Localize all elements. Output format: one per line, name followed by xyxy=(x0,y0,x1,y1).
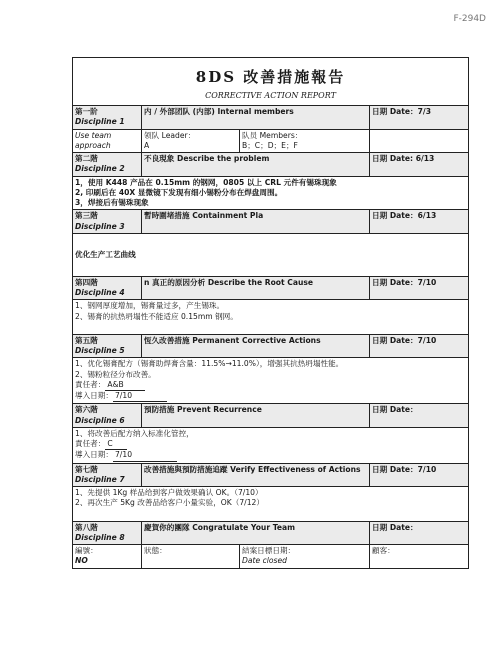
d2-content-row xyxy=(73,176,469,210)
d7-line-1: 1、先提供 1Kg 样品给到客户做效果确认 OK。（7/10） xyxy=(75,488,263,498)
d6-intro-value: 7/10 xyxy=(113,450,177,461)
d3-discipline-zh: 第三階 xyxy=(75,211,98,221)
d1-date: 日期 Date：7/3 xyxy=(370,106,469,130)
d7-date: 日期 Date：7/10 xyxy=(370,463,469,487)
d5-owner-value: A&B xyxy=(105,380,145,391)
d1-leader-value: A xyxy=(144,140,150,150)
d7-heading: 改善措施與預防措施追蹤 Verify Effectiveness of Actions xyxy=(142,463,370,487)
d2-content xyxy=(73,176,469,210)
d6-intro-label: 導入日期： xyxy=(75,450,113,460)
report-title-row xyxy=(73,58,469,106)
d6-date: 日期 Date： xyxy=(370,404,469,428)
d7-blank-line xyxy=(75,509,466,520)
d3-content: 优化生产工艺曲线 xyxy=(73,233,469,276)
d6-line-1: 1、将改善后配方纳入标准化管控， xyxy=(75,428,194,438)
title-chinese: 8DS 改善措施報告 xyxy=(195,68,346,86)
d5-discipline-cell xyxy=(73,334,142,358)
d8-discipline-en: Discipline 8 xyxy=(75,532,125,542)
d2-header-row xyxy=(73,153,469,177)
d7-discipline-cell xyxy=(73,463,142,487)
corrective-action-report-form xyxy=(72,57,469,569)
d7-discipline-en: Discipline 7 xyxy=(75,474,125,484)
d7-discipline-zh: 第七階 xyxy=(75,464,98,474)
d8-no-en: NO xyxy=(75,556,88,566)
d8-discipline-cell xyxy=(73,521,142,545)
d3-date: 日期 Date：6/13 xyxy=(370,210,469,234)
d5-header-row xyxy=(73,334,469,358)
d2-discipline-cell xyxy=(73,153,142,177)
d8-date: 日期 Date： xyxy=(370,521,469,545)
d2-line-1: 1，使用 K448 产品在 0.15mm 的钢网，0805 以上 CRL 元件有锡珠现象 xyxy=(75,177,337,187)
d4-discipline-zh: 第四階 xyxy=(75,277,98,287)
d8-heading: 慶賀你的團隊 Congratulate Your Team xyxy=(142,521,370,545)
d1-members-label: 队员 Members： xyxy=(242,130,303,140)
d1-team-heading: 内 / 外部团队 (内部) Internal members xyxy=(142,106,370,130)
d6-heading: 預防措施 Prevent Recurrence xyxy=(142,404,370,428)
d5-heading: 恆久改善措施 Permanent Corrective Actions xyxy=(142,334,370,358)
d7-content-row xyxy=(73,487,469,522)
d8-closed-en: Date closed xyxy=(242,556,287,566)
d2-heading: 不良現象 Describe the problem xyxy=(142,153,370,177)
d1-discipline-en: Discipline 1 xyxy=(75,117,125,127)
d4-date: 日期 Date：7/10 xyxy=(370,276,469,300)
d8-no-label: 編號： xyxy=(75,546,98,556)
d5-owner-label: 責任者： xyxy=(75,379,106,389)
d3-header-row xyxy=(73,210,469,234)
d4-content-row xyxy=(73,300,469,335)
d3-content-row xyxy=(73,233,469,276)
d1-team-row xyxy=(73,129,469,153)
d1-empty-cell xyxy=(370,129,469,153)
d1-header-row xyxy=(73,106,469,130)
d5-discipline-zh: 第五階 xyxy=(75,335,98,345)
d6-discipline-zh: 第六階 xyxy=(75,405,98,415)
d6-content xyxy=(73,427,469,463)
d8-closed-label: 結案日標日期： xyxy=(242,546,296,556)
d6-intro-date xyxy=(75,450,466,461)
d1-discipline-cell xyxy=(73,106,142,130)
d4-discipline-en: Discipline 4 xyxy=(75,288,125,298)
d8-closing-row xyxy=(73,545,469,569)
d6-discipline-cell xyxy=(73,404,142,428)
d1-leader-cell xyxy=(142,129,240,153)
d5-owner xyxy=(75,380,466,391)
d1-discipline-zh: 第一阶 xyxy=(75,107,98,117)
d8-customer-label: 顧客： xyxy=(372,546,395,556)
d4-content xyxy=(73,300,469,335)
d1-members-cell xyxy=(240,129,370,153)
d6-discipline-en: Discipline 6 xyxy=(75,415,125,425)
d6-owner-label: 責任者： xyxy=(75,439,106,449)
d5-content-row xyxy=(73,358,469,404)
report-title xyxy=(73,58,469,106)
d2-date: 日期 Date: 6/13 xyxy=(370,153,469,177)
d2-discipline-zh: 第二階 xyxy=(75,154,98,164)
d4-discipline-cell xyxy=(73,276,142,300)
d3-discipline-en: Discipline 3 xyxy=(75,221,125,231)
d8-customer-cell xyxy=(370,545,469,569)
d6-header-row xyxy=(73,404,469,428)
document-code: F-294D xyxy=(453,14,486,24)
d5-intro-value: 7/10 xyxy=(113,391,167,402)
d4-blank-line xyxy=(75,322,466,333)
d8-status-cell xyxy=(142,545,240,569)
d2-discipline-en: Discipline 2 xyxy=(75,164,125,174)
d5-date: 日期 Date：7/10 xyxy=(370,334,469,358)
d8-status-label: 狀態： xyxy=(144,546,167,556)
d7-content xyxy=(73,487,469,522)
d6-owner xyxy=(75,439,466,450)
d5-content xyxy=(73,358,469,404)
d6-content-row xyxy=(73,427,469,463)
d3-discipline-cell xyxy=(73,210,142,234)
d5-intro-date xyxy=(75,391,466,402)
d4-heading: n 真正的原因分析 Describe the Root Cause xyxy=(142,276,370,300)
d8-no-cell xyxy=(73,545,142,569)
d6-owner-value: C xyxy=(105,439,127,450)
title-english: CORRECTIVE ACTION REPORT xyxy=(205,91,336,101)
d7-header-row xyxy=(73,463,469,487)
d5-intro-label: 導入日期： xyxy=(75,391,113,401)
d1-approach-label: Use team approach xyxy=(73,129,142,153)
d4-header-row xyxy=(73,276,469,300)
d5-line-2: 2、锡粉粒径分布改善。 xyxy=(75,369,156,379)
d1-members-value: B；C；D；E；F xyxy=(242,140,298,150)
d8-header-row xyxy=(73,521,469,545)
d8-discipline-zh: 第八階 xyxy=(75,522,98,532)
d5-discipline-en: Discipline 5 xyxy=(75,346,125,356)
d4-line-2: 2、锡膏的抗热坍塌性不能适应 0.15mm 钢网。 xyxy=(75,311,238,321)
d5-line-1: 1、优化锡膏配方（锡膏助焊膏含量：11.5%→11.0%），增强其抗热坍塌性能。 xyxy=(75,359,344,369)
d3-heading: 暫時圍堵措施 Containment Pla xyxy=(142,210,370,234)
d2-line-3: 3，焊接后有锡珠现象 xyxy=(75,198,149,208)
d7-line-2: 2、再次生产 5Kg 改善品给客户小量实验，OK（7/12） xyxy=(75,498,264,508)
d2-line-2: 2, 印刷后在 40X 显微镜下发现有细小锡粉分布在焊盘周围。 xyxy=(75,187,283,197)
d4-line-1: 1、钢网厚度增加，锡膏量过多，产生锡珠。 xyxy=(75,301,225,311)
d1-leader-label: 领队 Leader： xyxy=(144,130,196,140)
d8-closed-cell xyxy=(240,545,370,569)
